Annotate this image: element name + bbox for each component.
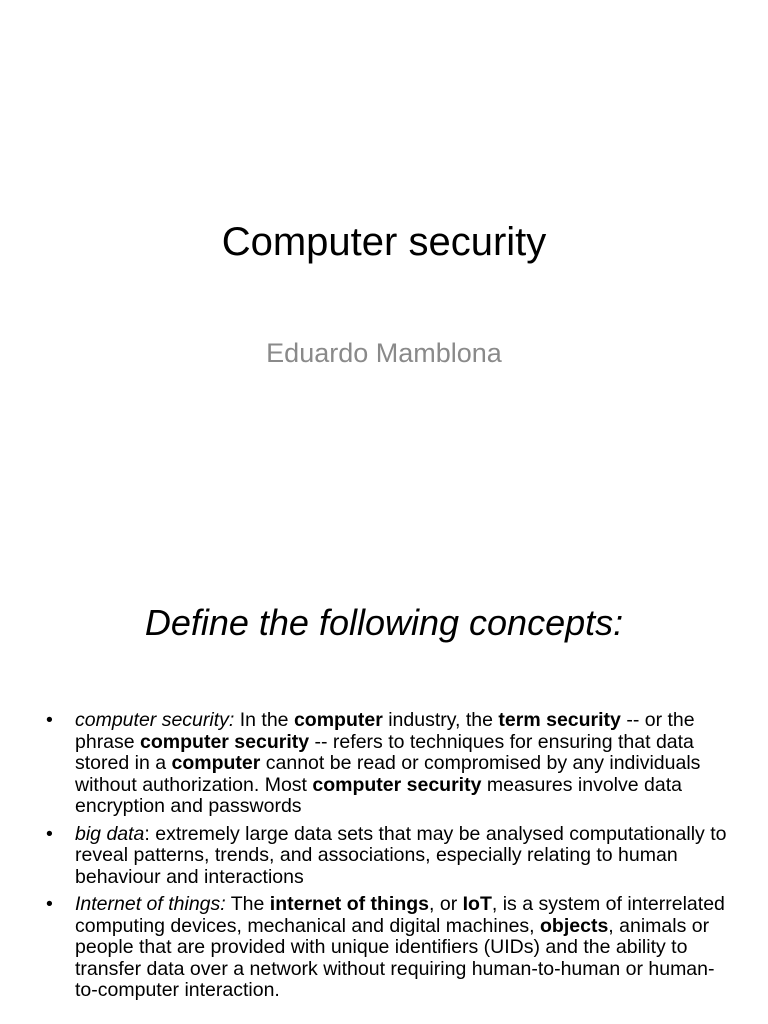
definition-text: , animals or people that are provided with unique identifiers (UIDs) and the ability to transfer data over a network without requiring human-to-human or human-to-computer interaction. xyxy=(75,914,715,1001)
definition-text: The xyxy=(225,893,270,915)
list-item-computer-security xyxy=(46,710,736,818)
definition-keyword: internet of things xyxy=(269,893,430,915)
term-label: computer security: xyxy=(75,709,235,731)
bullet-icon: • xyxy=(46,893,53,915)
definition-text: , or xyxy=(429,893,463,915)
definition-text: : extremely large data sets that may be analysed computationally to reveal patterns, trends, and associations, especially relating to human behaviour and interactions xyxy=(75,822,727,888)
list-item-big-data xyxy=(46,824,736,889)
definition-text: -- or the phrase xyxy=(75,709,695,753)
definition-text: In the xyxy=(234,709,294,731)
list-item-internet-of-things xyxy=(46,894,736,1002)
slide-heading: Define the following concepts: xyxy=(144,602,624,643)
definition-keyword: computer xyxy=(171,752,261,774)
definition-keyword: IoT xyxy=(462,893,492,915)
definition-keyword: term security xyxy=(498,709,621,731)
definition-keyword: computer security xyxy=(140,730,310,753)
definition-text: , is a system of interrelated computing devices, mechanical and digital machines, xyxy=(75,893,725,937)
definition-text: cannot be read or compromised by any individuals without authorization. Most xyxy=(75,752,701,796)
concept-list xyxy=(46,710,736,1008)
bullet-icon: • xyxy=(46,822,53,845)
term-label: Internet of things: xyxy=(75,893,226,915)
definition-text: -- refers to techniques for ensuring that data stored in a xyxy=(75,730,694,774)
term-label: big data xyxy=(75,822,145,845)
concepts-slide xyxy=(0,576,768,1024)
slide-title: Computer security xyxy=(221,220,547,264)
definition-text: measures involve data encryption and passwords xyxy=(75,773,682,817)
bullet-icon: • xyxy=(46,709,53,731)
definition-keyword: objects xyxy=(540,914,609,937)
slide-subtitle: Eduardo Mamblona xyxy=(266,338,502,368)
definition-keyword: computer xyxy=(293,709,383,731)
definition-keyword: computer security xyxy=(312,773,482,796)
definition-text: industry, the xyxy=(382,709,499,731)
